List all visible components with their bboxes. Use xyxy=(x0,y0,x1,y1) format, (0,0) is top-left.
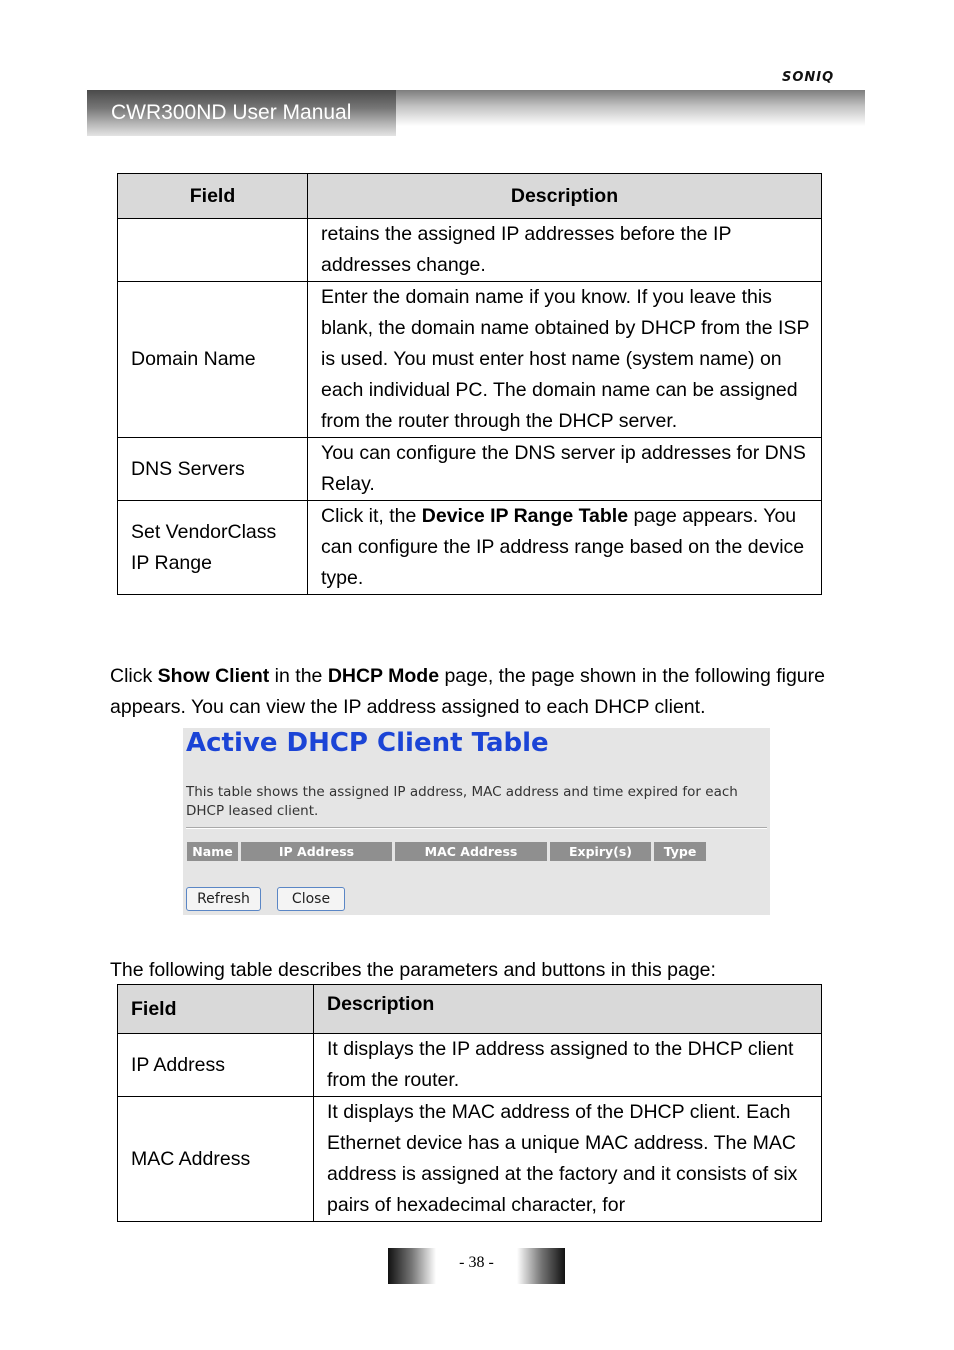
bold-text: DHCP Mode xyxy=(327,665,440,687)
description-cell: You can configure the DNS server ip addresses for DNS Relay. xyxy=(308,438,822,501)
screenshot-description: This table shows the assigned IP address, MAC address and time expired for each DHCP leased client. xyxy=(186,784,738,819)
show-client-paragraph xyxy=(110,661,880,723)
text: page, the page shown in the following figure appears. You can view the IP address assigned to each DHCP client. xyxy=(110,665,825,718)
screenshot-title: Active DHCP Client Table xyxy=(186,728,549,758)
field-header: Field xyxy=(118,174,308,219)
table-row xyxy=(118,1097,822,1222)
description-cell: retains the assigned IP addresses before the IP addresses change. xyxy=(308,219,822,282)
brand-logo: SONIQ xyxy=(782,70,835,85)
field-header: Field xyxy=(118,985,314,1034)
table-row xyxy=(118,501,822,595)
column-header-type: Type xyxy=(654,842,706,861)
description-cell: It displays the IP address assigned to the DHCP client from the router. xyxy=(314,1034,822,1097)
field-description-table-2 xyxy=(117,984,822,1222)
field-cell: Set VendorClass IP Range xyxy=(118,501,308,595)
column-header-mac-address: MAC Address xyxy=(395,842,547,861)
desc-bold-text: Device IP Range Table xyxy=(421,505,629,527)
description-header: Description xyxy=(314,985,822,1034)
column-header-expiry: Expiry(s) xyxy=(550,842,651,861)
column-header-name: Name xyxy=(187,842,238,861)
field-description-table-1 xyxy=(117,173,822,595)
field-cell: DNS Servers xyxy=(118,438,308,501)
close-button[interactable]: Close xyxy=(277,887,345,911)
table-row xyxy=(118,438,822,501)
divider xyxy=(186,827,767,829)
desc-text: page appears. You can configure the IP address range based on the device type. xyxy=(321,505,805,589)
manual-title: CWR300ND User Manual xyxy=(111,101,352,124)
table-header-row xyxy=(118,985,822,1034)
table-row xyxy=(118,1034,822,1097)
table-header-row xyxy=(118,174,822,219)
footer-gradient-left xyxy=(388,1248,436,1284)
column-header-ip-address: IP Address xyxy=(241,842,392,861)
description-header: Description xyxy=(308,174,822,219)
description-cell: Enter the domain name if you know. If you leave this blank, the domain name obtained by DHCP from the ISP is used. You must enter host name (system name) on each individual PC. The domain name can be assigned from the router through the DHCP server. xyxy=(308,282,822,438)
table-row xyxy=(118,219,822,282)
description-cell: It displays the MAC address of the DHCP client. Each Ethernet device has a unique MAC address. The MAC address is assigned at the factory and it consists of six pairs of hexadecimal character, for xyxy=(314,1097,822,1222)
field-cell: Domain Name xyxy=(118,282,308,438)
text: Click xyxy=(110,665,158,687)
refresh-button[interactable]: Refresh xyxy=(186,887,261,911)
table-intro-paragraph: The following table describes the parameters and buttons in this page: xyxy=(110,959,716,981)
dhcp-client-table-screenshot xyxy=(183,728,770,915)
page-number: - 38 - xyxy=(459,1254,494,1271)
desc-text: Click it, the xyxy=(321,505,422,527)
field-cell xyxy=(118,219,308,282)
bold-text: Show Client xyxy=(157,665,270,687)
description-cell xyxy=(308,501,822,595)
footer-gradient-right xyxy=(517,1248,565,1284)
field-cell: MAC Address xyxy=(118,1097,314,1222)
field-cell: IP Address xyxy=(118,1034,314,1097)
table-row xyxy=(118,282,822,438)
text: in the xyxy=(269,665,328,687)
